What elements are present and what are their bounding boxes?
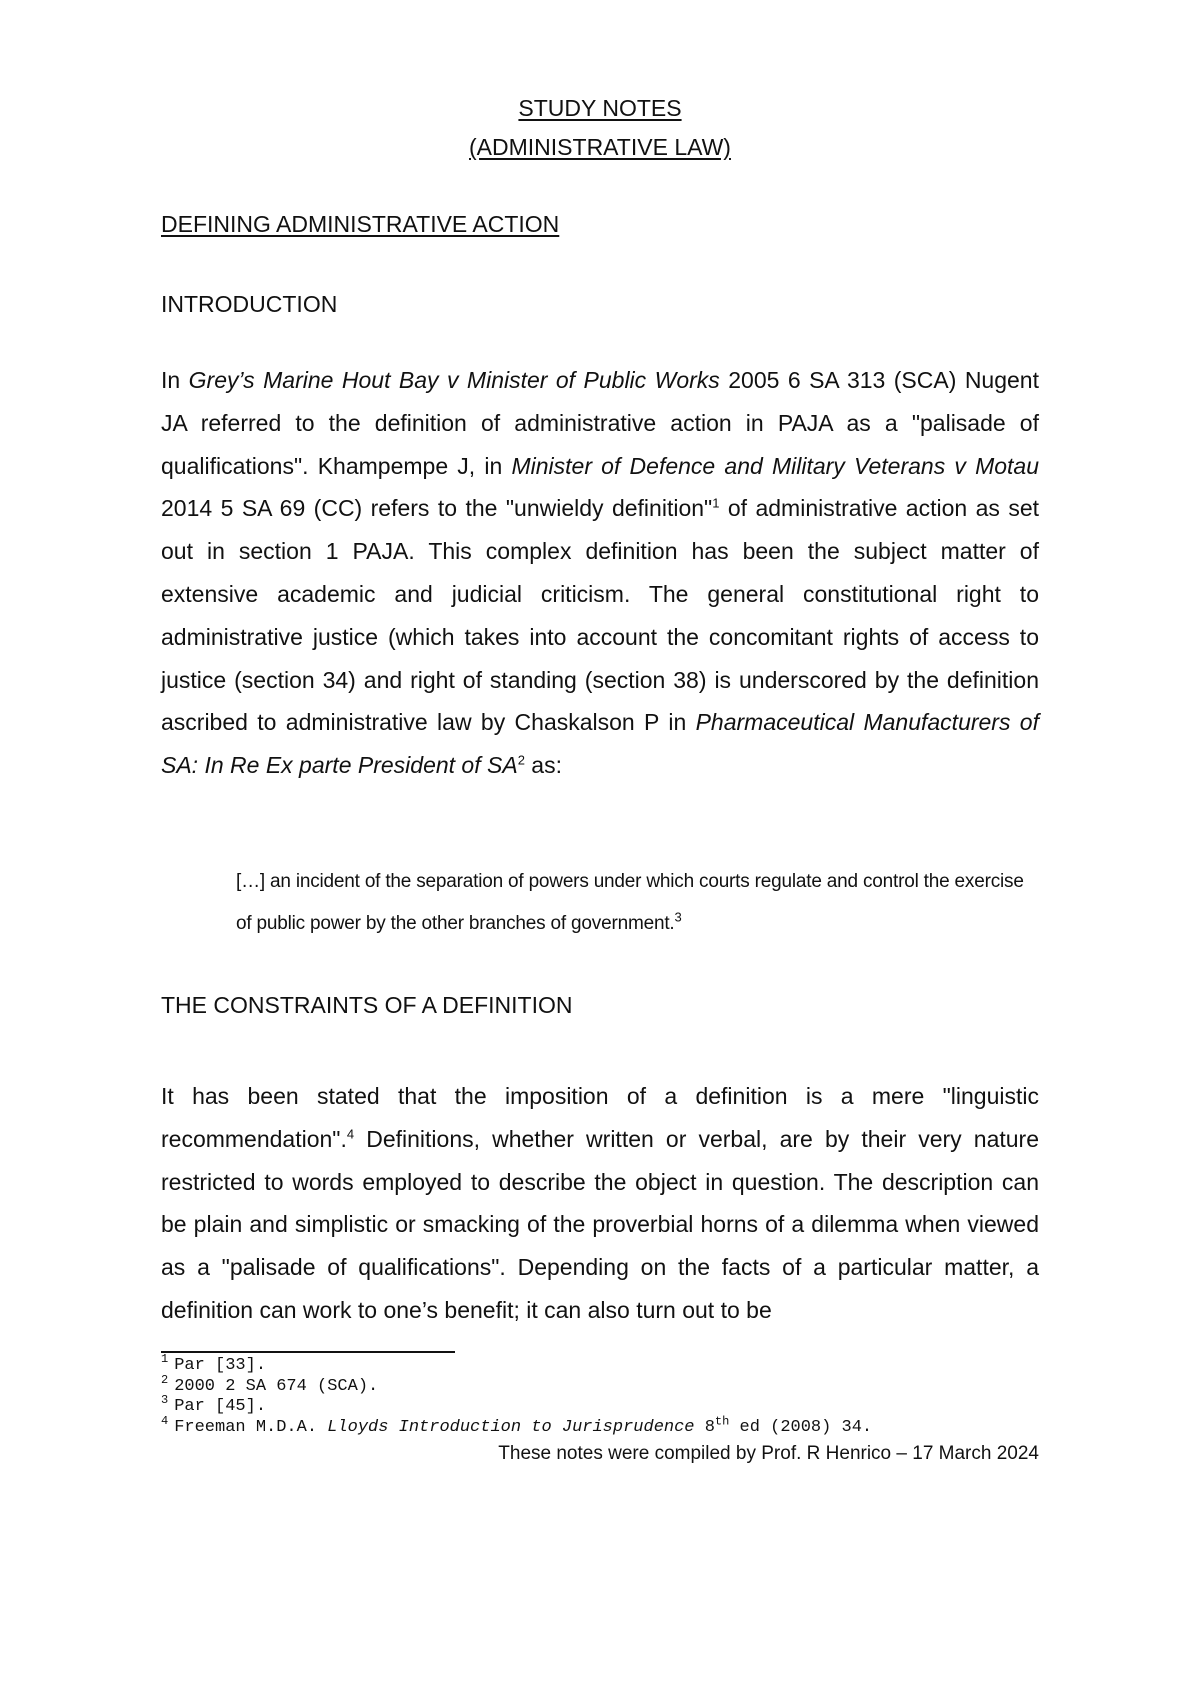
text-run: 2005 6 SA 313 (SCA) Nugent JA referred to the definition of administrative action in PAJA as a "palisade of qualifications". Khampempe J, in [161,367,1039,479]
text-run: as: [524,752,562,779]
section-heading-introduction: INTRODUCTION [161,291,338,317]
compiler-credit: These notes were compiled by Prof. R Henrico – 17 March 2024 [498,1443,1039,1464]
footnote-text: ed (2008) 34. [729,1417,873,1437]
footnote-text: 2000 2 SA 674 (SCA). [174,1376,379,1396]
intro-paragraph [161,359,1039,787]
document-subtitle: (ADMINISTRATIVE LAW) [469,134,731,160]
text-run: 2014 5 SA 69 (CC) refers to the "unwieldy definition" [161,495,713,522]
footnote-ref-2: 2 [517,752,525,768]
footnote-separator [161,1351,455,1353]
footnote-number: 1 [161,1352,169,1367]
footnote-ref-4: 4 [346,1126,355,1142]
footnote-number: 2 [161,1372,169,1387]
footnote-ref-3: 3 [674,909,682,925]
quote-text: […] an incident of the separation of powers under which courts regulate and control the exercise of public power by the other branches of government. [236,871,1024,934]
case-name-motau: Minister of Defence and Military Veterans v Motau [511,452,1039,479]
book-title: Lloyds Introduction to Jurisprudence [327,1417,695,1437]
text-run: In [161,367,189,393]
text-run: Definitions, whether written or verbal, are by their very nature restricted to words employed to describe the object in question. The description can be plain and simplistic or smacking of the proverbial horns of a dilemma when viewed as a "palisade of qualifications". Depending on the facts of a particular matter, a definition can work to one’s benefit; it can also turn out to be [161,1125,1039,1323]
section-heading-defining: DEFINING ADMINISTRATIVE ACTION [161,211,560,237]
constraints-paragraph [161,1075,1039,1332]
footnote-number: 4 [161,1413,169,1428]
section-heading-constraints: THE CONSTRAINTS OF A DEFINITION [161,992,573,1018]
document-title: STUDY NOTES [518,95,682,121]
block-quote [236,861,1036,945]
footnote-4 [161,1413,1041,1439]
edition-suffix: th [714,1413,730,1428]
footnote-1 [161,1352,1041,1377]
footnotes [161,1352,1041,1438]
footnote-text: Par [33]. [174,1356,267,1375]
footnote-number: 3 [161,1393,169,1408]
text-run: of administrative action as set out in section 1 PAJA. This complex definition has been the subject matter of extensive academic and judicial criticism. The general constitutional right to administrative justice (which takes into account the concomitant rights of access to justice (section 34) and right of standing (section 38) is underscored by the definition ascribed to administrative law by Chaskalson P in [161,495,1039,736]
case-name-greys-marine: Grey’s Marine Hout Bay v Minister of Public Works [188,367,720,393]
footnote-2 [161,1372,1041,1398]
footnote-text: 8 [694,1417,715,1437]
footnote-text: Par [45]. [174,1397,267,1416]
case-name-pharmaceutical: Pharmaceutical Manufacturers of SA: In Re Ex parte President of SA [161,709,1039,779]
footnote-3 [161,1393,1041,1418]
text-run: It has been stated that the imposition of a definition is a mere "linguistic recommendation". [161,1083,1039,1152]
footnote-text: Freeman M.D.A. [174,1417,328,1437]
footnote-ref-1: 1 [712,495,720,511]
